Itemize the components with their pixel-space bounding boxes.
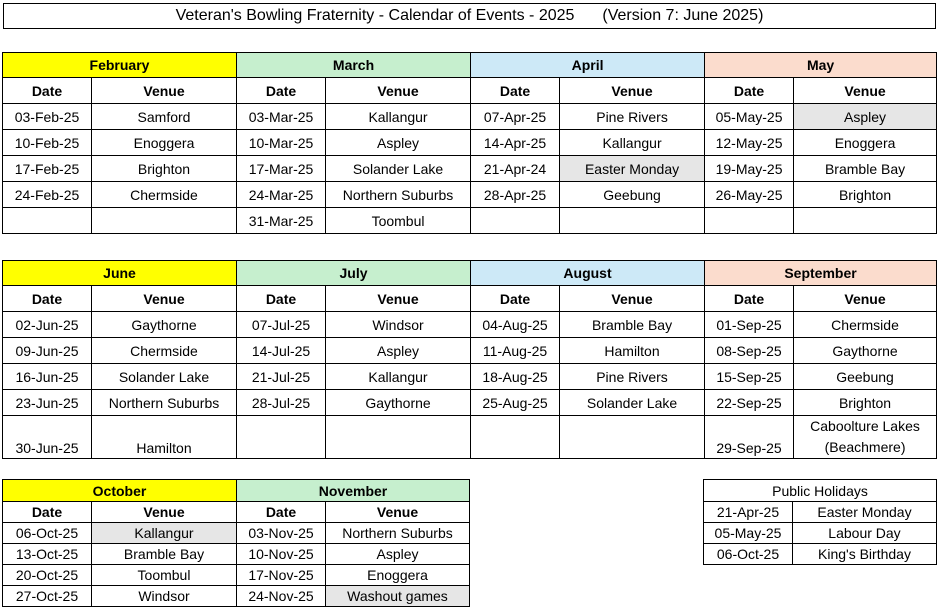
- table-row: [3, 182, 937, 208]
- event-venue: Windsor: [92, 586, 237, 607]
- venue-column-header: Venue: [92, 502, 237, 523]
- event-venue: Toombul: [92, 565, 237, 586]
- table-row: [3, 364, 937, 390]
- event-date: 13-Oct-25: [3, 544, 92, 565]
- month-header-april: April: [471, 53, 705, 78]
- event-venue: [92, 208, 237, 234]
- event-venue: Aspley: [326, 338, 471, 364]
- event-date: 21-Apr-24: [471, 156, 560, 182]
- holiday-date: 06-Oct-25: [704, 544, 793, 565]
- event-venue: Northern Suburbs: [326, 523, 470, 544]
- date-column-header: Date: [3, 286, 92, 312]
- event-venue-highlighted: Aspley: [794, 104, 937, 130]
- table-row: [3, 156, 937, 182]
- venue-column-header: Venue: [326, 78, 471, 104]
- venue-column-header: Venue: [92, 286, 237, 312]
- event-date: 03-Nov-25: [237, 523, 326, 544]
- event-date: 12-May-25: [705, 130, 794, 156]
- event-date: 07-Apr-25: [471, 104, 560, 130]
- date-column-header: Date: [471, 286, 560, 312]
- event-date: 25-Aug-25: [471, 390, 560, 416]
- event-date: 14-Apr-25: [471, 130, 560, 156]
- event-date: 21-Jul-25: [237, 364, 326, 390]
- month-header-september: September: [705, 261, 937, 286]
- date-column-header: Date: [237, 78, 326, 104]
- event-venue: Bramble Bay: [794, 156, 937, 182]
- event-date: 30-Jun-25: [3, 416, 92, 459]
- event-date: 09-Jun-25: [3, 338, 92, 364]
- event-date: [471, 208, 560, 234]
- date-column-header: Date: [471, 78, 560, 104]
- event-date: 04-Aug-25: [471, 312, 560, 338]
- event-venue: Gaythorne: [326, 390, 471, 416]
- event-venue: Kallangur: [326, 364, 471, 390]
- event-date: [705, 208, 794, 234]
- event-venue: Solander Lake: [560, 390, 705, 416]
- event-venue-highlighted: Easter Monday: [560, 156, 705, 182]
- event-date: 24-Nov-25: [237, 586, 326, 607]
- venue-line-1: Caboolture Lakes: [810, 418, 920, 434]
- table-row: [3, 586, 470, 607]
- event-date: 14-Jul-25: [237, 338, 326, 364]
- public-holidays-table: [703, 479, 937, 565]
- venue-column-header: Venue: [794, 78, 937, 104]
- table-row: [704, 502, 937, 523]
- public-holidays-title: Public Holidays: [704, 480, 937, 502]
- table-row: [3, 130, 937, 156]
- month-header-may: May: [705, 53, 937, 78]
- month-header-march: March: [237, 53, 471, 78]
- table-row: [704, 544, 937, 565]
- month-header-august: August: [471, 261, 705, 286]
- event-venue: Samford: [92, 104, 237, 130]
- calendar-title-box: [3, 3, 936, 29]
- event-date: 10-Mar-25: [237, 130, 326, 156]
- month-header-june: June: [3, 261, 237, 286]
- event-venue: Brighton: [794, 182, 937, 208]
- event-date: 28-Apr-25: [471, 182, 560, 208]
- event-date: 03-Feb-25: [3, 104, 92, 130]
- event-venue-highlighted: Washout games: [326, 586, 470, 607]
- event-date: 07-Jul-25: [237, 312, 326, 338]
- table-row: [3, 416, 937, 459]
- event-venue: Kallangur: [326, 104, 471, 130]
- table-row: [704, 523, 937, 544]
- event-date: [3, 208, 92, 234]
- version-label: (Version 7: June 2025): [602, 7, 764, 24]
- empty-cell: [237, 416, 326, 459]
- event-date: 01-Sep-25: [705, 312, 794, 338]
- event-date: 05-May-25: [705, 104, 794, 130]
- event-date: 23-Jun-25: [3, 390, 92, 416]
- month-header-july: July: [237, 261, 471, 286]
- venue-column-header: Venue: [560, 78, 705, 104]
- holiday-name: King's Birthday: [793, 544, 937, 565]
- event-date: 24-Feb-25: [3, 182, 92, 208]
- event-venue: Windsor: [326, 312, 471, 338]
- venue-column-header: Venue: [794, 286, 937, 312]
- event-date: 17-Nov-25: [237, 565, 326, 586]
- date-column-header: Date: [3, 78, 92, 104]
- table-row: [3, 523, 470, 544]
- event-venue: Enoggera: [794, 130, 937, 156]
- date-column-header: Date: [237, 502, 326, 523]
- event-venue: Aspley: [326, 544, 470, 565]
- event-venue: Northern Suburbs: [92, 390, 237, 416]
- empty-cell: [326, 416, 471, 459]
- event-venue: Pine Rivers: [560, 364, 705, 390]
- table-row: [3, 544, 470, 565]
- event-venue: Hamilton: [92, 416, 237, 459]
- event-venue: [560, 208, 705, 234]
- event-venue: Chermside: [92, 182, 237, 208]
- event-venue: [794, 208, 937, 234]
- date-column-header: Date: [705, 78, 794, 104]
- event-date: 06-Oct-25: [3, 523, 92, 544]
- event-date: 10-Nov-25: [237, 544, 326, 565]
- holiday-date: 05-May-25: [704, 523, 793, 544]
- event-venue-two-line: [794, 416, 937, 459]
- event-date: 10-Feb-25: [3, 130, 92, 156]
- venue-column-header: Venue: [560, 286, 705, 312]
- month-header-november: November: [237, 480, 470, 502]
- event-date: 19-May-25: [705, 156, 794, 182]
- event-date: 16-Jun-25: [3, 364, 92, 390]
- event-date: 15-Sep-25: [705, 364, 794, 390]
- calendar-block-feb-may: [2, 52, 937, 234]
- table-row: [3, 338, 937, 364]
- event-venue: Geebung: [794, 364, 937, 390]
- event-venue: Brighton: [92, 156, 237, 182]
- event-date: 17-Feb-25: [3, 156, 92, 182]
- table-row: [3, 312, 937, 338]
- event-venue: Pine Rivers: [560, 104, 705, 130]
- event-venue: Brighton: [794, 390, 937, 416]
- event-date: 29-Sep-25: [705, 416, 794, 459]
- event-date: 03-Mar-25: [237, 104, 326, 130]
- event-date: 26-May-25: [705, 182, 794, 208]
- event-date: 24-Mar-25: [237, 182, 326, 208]
- event-date: 17-Mar-25: [237, 156, 326, 182]
- event-venue: Chermside: [794, 312, 937, 338]
- date-column-header: Date: [3, 502, 92, 523]
- holiday-date: 21-Apr-25: [704, 502, 793, 523]
- venue-column-header: Venue: [326, 286, 471, 312]
- event-date: 08-Sep-25: [705, 338, 794, 364]
- event-date: 28-Jul-25: [237, 390, 326, 416]
- event-date: 31-Mar-25: [237, 208, 326, 234]
- month-header-october: October: [3, 480, 237, 502]
- event-date: 18-Aug-25: [471, 364, 560, 390]
- event-date: 20-Oct-25: [3, 565, 92, 586]
- event-venue-highlighted: Kallangur: [92, 523, 237, 544]
- event-venue: Enoggera: [92, 130, 237, 156]
- empty-cell: [471, 416, 560, 459]
- calendar-block-jun-sep: [2, 260, 937, 459]
- event-venue: Gaythorne: [794, 338, 937, 364]
- event-venue: Aspley: [326, 130, 471, 156]
- event-venue: Gaythorne: [92, 312, 237, 338]
- event-venue: Toombul: [326, 208, 471, 234]
- calendar-title: Veteran's Bowling Fraternity - Calendar of Events - 2025: [175, 7, 575, 24]
- venue-column-header: Venue: [326, 502, 470, 523]
- event-venue: Northern Suburbs: [326, 182, 471, 208]
- date-column-header: Date: [705, 286, 794, 312]
- event-venue: Bramble Bay: [92, 544, 237, 565]
- event-venue: Hamilton: [560, 338, 705, 364]
- event-venue: Enoggera: [326, 565, 470, 586]
- event-venue: Chermside: [92, 338, 237, 364]
- event-date: 11-Aug-25: [471, 338, 560, 364]
- event-venue: Geebung: [560, 182, 705, 208]
- empty-cell: [560, 416, 705, 459]
- month-header-february: February: [3, 53, 237, 78]
- event-venue: Kallangur: [560, 130, 705, 156]
- table-row: [3, 565, 470, 586]
- table-row: [3, 390, 937, 416]
- event-venue: Bramble Bay: [560, 312, 705, 338]
- date-column-header: Date: [237, 286, 326, 312]
- event-date: 27-Oct-25: [3, 586, 92, 607]
- table-row: [3, 104, 937, 130]
- event-date: 22-Sep-25: [705, 390, 794, 416]
- event-date: 02-Jun-25: [3, 312, 92, 338]
- table-row: [3, 208, 937, 234]
- venue-column-header: Venue: [92, 78, 237, 104]
- event-venue: Solander Lake: [92, 364, 237, 390]
- event-venue: Solander Lake: [326, 156, 471, 182]
- venue-line-2: (Beachmere): [824, 439, 906, 455]
- holiday-name: Easter Monday: [793, 502, 937, 523]
- calendar-block-oct-nov: [2, 479, 470, 607]
- holiday-name: Labour Day: [793, 523, 937, 544]
